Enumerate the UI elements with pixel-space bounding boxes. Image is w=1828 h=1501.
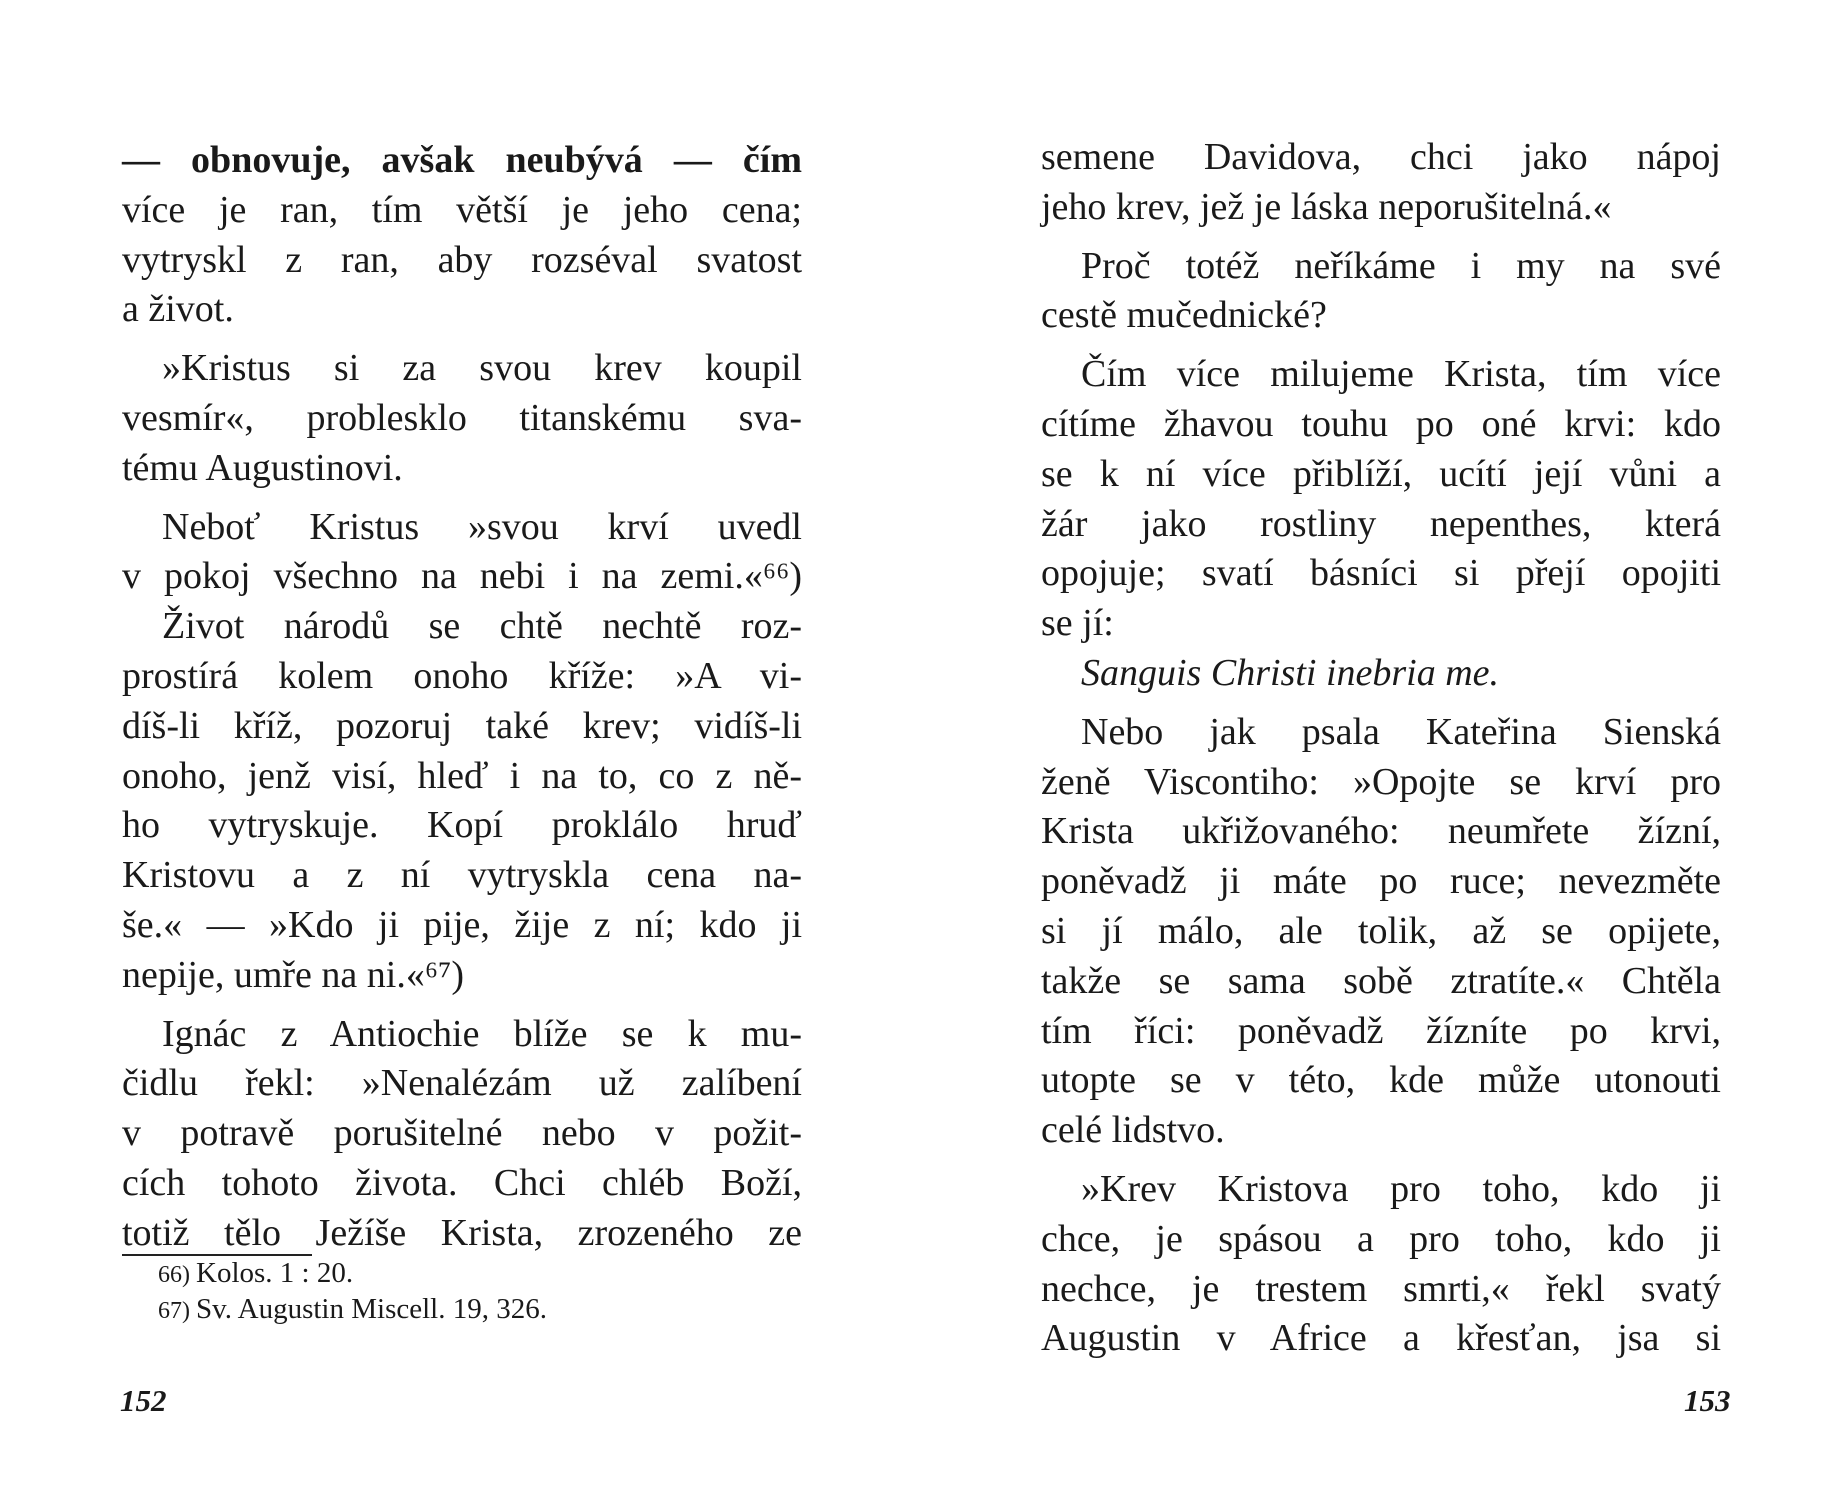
footnote-number: 67) — [158, 1298, 190, 1324]
text-line: ho vytryskuje. Kopí proklálo hruď — [122, 804, 802, 847]
text-line: se k ní více přiblíží, ucítí její vůni a — [1041, 452, 1721, 495]
footnote-text: Sv. Augustin Miscell. 19, 326. — [196, 1293, 547, 1325]
text-line: cestě mučednické? — [1041, 294, 1327, 337]
text-line: cích tohoto života. Chci chléb Boží, — [122, 1161, 802, 1204]
text-line: poněvadž ji máte po ruce; nevezměte — [1041, 860, 1721, 903]
text-line: Augustin v Africe a křesťan, jsa si — [1041, 1317, 1721, 1360]
text-line: a život. — [122, 288, 234, 331]
text-line: v pokoj všechno na nebi i na zemi.«⁶⁶) — [122, 555, 802, 598]
text-line: Život národů se chtě nechtě roz- — [162, 605, 802, 648]
text-line: cítíme žhavou touhu po oné krvi: kdo — [1041, 402, 1721, 445]
text-line: semene Davidova, chci jako nápoj — [1041, 136, 1721, 178]
text-line: žár jako rostliny nepenthes, která — [1041, 502, 1721, 545]
text-line: totiž tělo Ježíše Krista, zrozeného ze — [122, 1211, 802, 1254]
text-line: opojuje; svatí básníci si přejí opojiti — [1041, 552, 1721, 595]
text-line: onoho, jenž visí, hleď i na to, co z ně- — [122, 754, 802, 797]
text-line: díš-li kříž, pozoruj také krev; vidíš-li — [122, 704, 802, 747]
text-line: jeho krev, jež je láska neporušitelná.« — [1041, 185, 1612, 228]
page-number-right: 153 — [1684, 1383, 1731, 1418]
footnote-number: 66) — [158, 1262, 190, 1288]
text-line: tému Augustinovi. — [122, 446, 403, 489]
footnote-text: Kolos. 1 : 20. — [196, 1257, 354, 1289]
left-page-text — [122, 136, 802, 1259]
text-line: celé lidstvo. — [1041, 1109, 1225, 1152]
text-line: »Kristus si za svou krev koupil — [162, 347, 802, 390]
text-line: v potravě porušitelné nebo v požit- — [122, 1112, 802, 1155]
text-line: takže se sama sobě ztratíte.« Chtěla — [1041, 959, 1721, 1002]
text-line: vesmír«, problesklo titanskému sva- — [122, 396, 802, 439]
text-line: Kristovu a z ní vytryskla cena na- — [122, 854, 802, 897]
text-line: nepije, umře na ni.«⁶⁷) — [122, 953, 464, 996]
latin-quote: Sanguis Christi inebria me. — [1081, 651, 1500, 694]
text-line: se jí: — [1041, 602, 1114, 645]
footnotes — [158, 1256, 547, 1328]
text-line: »Krev Kristova pro toho, kdo ji — [1081, 1167, 1721, 1210]
text-line: vytryskl z ran, aby rozséval svatost — [122, 238, 802, 281]
text-line: Proč totéž neříkáme i my na své — [1081, 244, 1721, 287]
text-line: — obnovuje, avšak neubývá — čím — [122, 139, 802, 181]
text-line: tím říci: poněvadž žízníte po krvi, — [1041, 1009, 1721, 1052]
text-line: čidlu řekl: »Nenalézám už zalíbení — [122, 1062, 802, 1105]
text-line: nechce, je trestem smrti,« řekl svatý — [1041, 1267, 1721, 1310]
text-line: prostírá kolem onoho kříže: »A vi- — [122, 654, 802, 697]
text-line: ženě Viscontiho: »Opojte se krví pro — [1041, 760, 1721, 803]
right-page — [914, 0, 1828, 1501]
right-page-text — [1041, 133, 1721, 1364]
text-line: še.« — »Kdo ji pije, žije z ní; kdo ji — [122, 903, 802, 946]
text-line: si jí málo, ale tolik, až se opijete, — [1041, 909, 1721, 952]
text-line: Nebo jak psala Kateřina Sienská — [1081, 710, 1721, 753]
text-line: Neboť Kristus »svou krví uvedl — [162, 505, 802, 548]
footnote-66 — [158, 1256, 547, 1292]
footnote-67 — [158, 1292, 547, 1328]
page-number-left: 152 — [120, 1383, 167, 1418]
text-line: více je ran, tím větší je jeho cena; — [122, 188, 802, 231]
text-line: utopte se v této, kde může utonouti — [1041, 1059, 1721, 1102]
text-line: Krista ukřižovaného: neumřete žízní, — [1041, 810, 1721, 853]
text-line: Čím více milujeme Krista, tím více — [1081, 353, 1721, 396]
text-line: chce, je spásou a pro toho, kdo ji — [1041, 1217, 1721, 1260]
text-line: Ignác z Antiochie blíže se k mu- — [162, 1012, 802, 1055]
